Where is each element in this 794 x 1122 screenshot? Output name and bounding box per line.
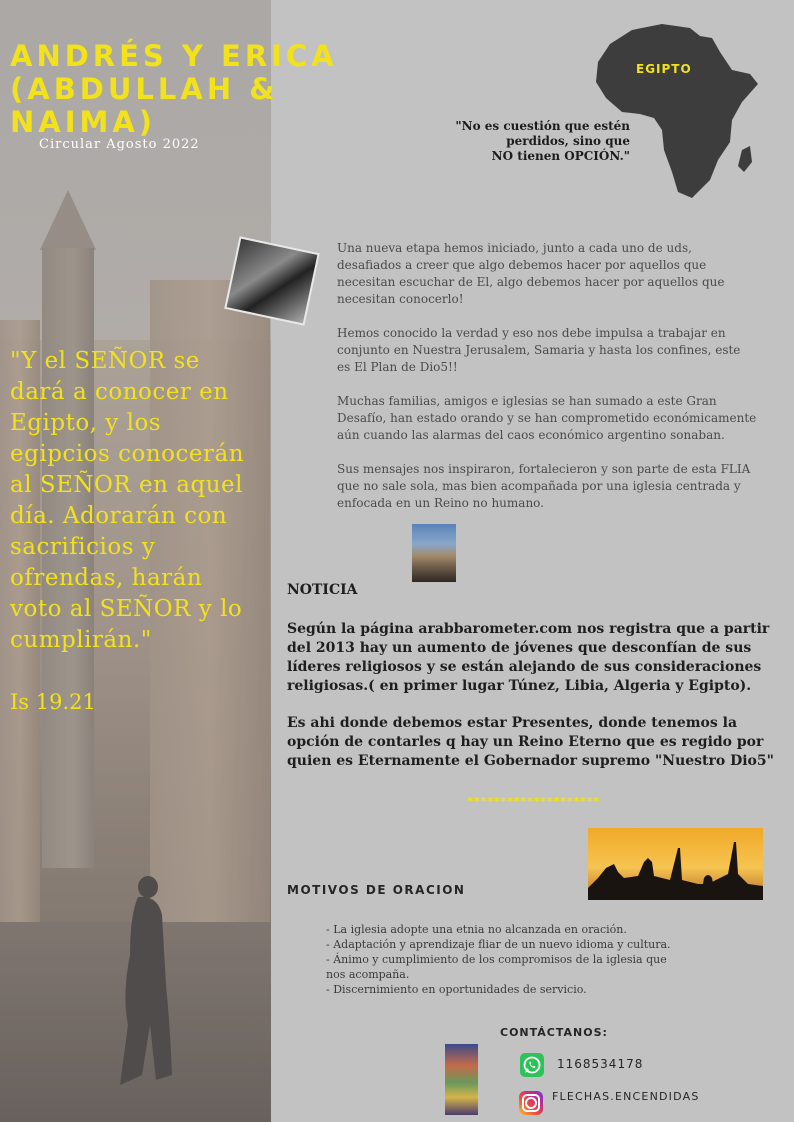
contact-photo (445, 1044, 478, 1115)
prayer-heading: MOTIVOS DE ORACION (287, 883, 466, 897)
instagram-handle[interactable]: FLECHAS.ENCENDIDAS (552, 1090, 700, 1103)
title-line-names: ANDRÉS Y ERICA (10, 39, 338, 73)
news-paragraph: Según la página arabbarometer.com nos registra que a partir del 2013 hay un aumento de jóvenes que desconfían de sus líderes religiosos y se están alejando de sus consideraciones religiosas.( en primer lugar Túnez, Libia, Algeria y Egipto). (287, 621, 770, 694)
intro-paragraph: Sus mensajes nos inspiraron, fortalecieron y son parte de esta FLIA que no sale sola, mas bien acompañada por una iglesia centrada y enfocada en un Reino no humano. (337, 462, 751, 510)
intro-paragraph: Una nueva etapa hemos iniciado, junto a cada uno de uds, desafiados a creer que algo debemos hacer por aquellos que necesitan escuchar de El, algo debemos hacer por aquellos que necesitan conocerlo! (337, 241, 725, 306)
prayer-item: - Adaptación y aprendizaje fliar de un nuevo idioma y cultura. (326, 938, 671, 951)
page-title (10, 40, 430, 139)
newsletter-date: Circular Agosto 2022 (39, 137, 200, 152)
section-divider: ******************** (467, 795, 600, 808)
news-heading: NOTICIA (287, 582, 358, 598)
bible-verse: "Y el SEÑOR se dará a conocer en Egipto, y los egipcios conocerán al SEÑOR en aquel día. Adorarán con sacrificios y ofrendas, harán voto al SEÑOR y lo cumplirán." (10, 348, 245, 653)
news-photo (412, 524, 456, 582)
mosque-sunset-photo (588, 828, 763, 900)
whatsapp-number[interactable]: 1168534178 (557, 1057, 644, 1071)
news-paragraph: Es ahi donde debemos estar Presentes, donde tenemos la opción de contarles q hay un Reino Eterno que es regido por quien es Eternamente el Gobernador supremo "Nuestro Dio5" (287, 715, 774, 769)
intro-text (337, 240, 757, 529)
quote-line: perdidos, sino que (506, 134, 630, 148)
contact-heading: CONTÁCTANOS: (500, 1026, 608, 1039)
prayer-item: - La iglesia adopte una etnia no alcanzada en oración. (326, 923, 627, 936)
prayer-item: - Ánimo y cumplimiento de los compromisos de la iglesia que nos acompaña. (326, 953, 667, 981)
intro-paragraph: Muchas familias, amigos e iglesias se han sumado a este Gran Desafío, han estado orando y se han comprometido económicamente aún cuando las alarmas del caos económico argentino sonaban. (337, 394, 757, 442)
verse-reference: Is 19.21 (10, 690, 96, 714)
country-label: EGIPTO (636, 62, 692, 76)
africa-map-icon (592, 22, 760, 200)
news-body (287, 620, 777, 789)
instagram-icon[interactable] (519, 1091, 543, 1115)
title-line-arabic-names: (ABDULLAH & NAIMA) (10, 72, 279, 139)
quote-line: "No es cuestión que estén (455, 119, 630, 133)
instagram-icon-lens (525, 1097, 537, 1109)
intro-paragraph: Hemos conocido la verdad y eso nos debe impulsa a trabajar en conjunto en Nuestra Jerusalem, Samaria y hasta los confines, este es El Plan de Dio5!! (337, 326, 741, 374)
prayer-item: - Discernimiento en oportunidades de servicio. (326, 983, 587, 996)
quote-line: NO tienen OPCIÓN." (491, 149, 630, 163)
whatsapp-icon[interactable] (520, 1053, 544, 1077)
map-quote (440, 119, 630, 164)
prayer-list (326, 922, 676, 997)
